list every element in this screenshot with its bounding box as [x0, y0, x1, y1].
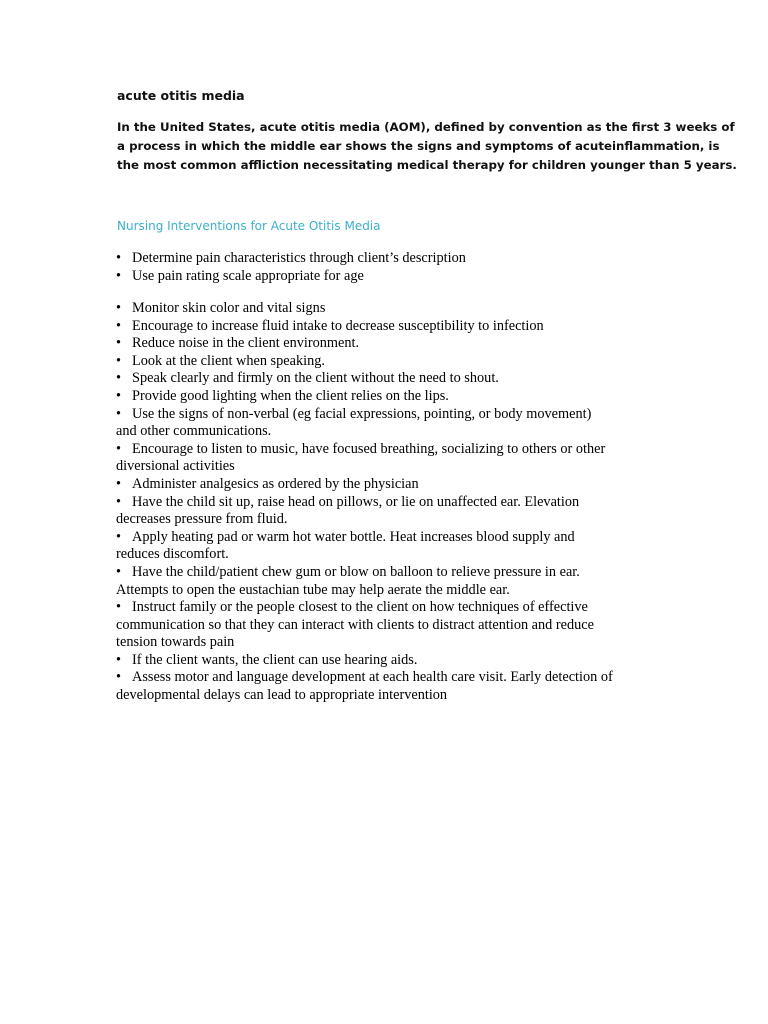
bullet-text: communication so that they can interact with clients to distract attention and reduce [116, 616, 594, 633]
bullet-dot-icon: • [116, 475, 122, 492]
bullet-line [116, 353, 656, 371]
bullet-item [116, 652, 656, 670]
bullet-dot-icon: • [116, 669, 122, 686]
bullet-item [116, 564, 656, 599]
bullet-item [116, 529, 656, 564]
bullet-line [116, 406, 656, 424]
bullet-text: Reduce noise in the client environment. [132, 335, 360, 352]
bullet-text: Have the child sit up, raise head on pillows, or lie on unaffected ear. Elevation [132, 493, 580, 510]
bullet-line [116, 617, 656, 635]
bullet-dot-icon: • [116, 651, 122, 668]
bullet-text: diversional activities [116, 458, 235, 475]
bullet-item [116, 494, 656, 529]
bullet-line [116, 300, 656, 318]
intro-line: the most common affliction necessitating medical therapy for children younger than 5 years. [117, 158, 737, 172]
interventions-list-group-2 [116, 300, 656, 705]
bullet-text: Attempts to open the eustachian tube may help aerate the middle ear. [116, 581, 510, 598]
bullet-item [116, 599, 656, 652]
bullet-line [116, 370, 656, 388]
bullet-text: decreases pressure from fluid. [116, 511, 288, 528]
bullet-line [116, 634, 656, 652]
bullet-dot-icon: • [116, 300, 122, 316]
bullet-line [116, 494, 656, 512]
bullet-item [116, 318, 656, 336]
bullet-text: If the client wants, the client can use hearing aids. [132, 651, 418, 668]
bullet-text: Determine pain characteristics through client’s description [132, 250, 466, 266]
bullet-line [116, 652, 656, 670]
bullet-dot-icon: • [116, 387, 122, 404]
bullet-dot-icon: • [116, 440, 122, 457]
bullet-line [116, 529, 656, 547]
bullet-dot-icon: • [116, 528, 122, 545]
intro-line: a process in which the middle ear shows the signs and symptoms of acuteinflammation, is [117, 139, 720, 153]
bullet-line [116, 564, 656, 582]
bullet-line [116, 582, 656, 600]
bullet-dot-icon: • [116, 250, 122, 266]
bullet-item [116, 406, 656, 441]
bullet-item [116, 476, 656, 494]
bullet-line [116, 546, 656, 564]
bullet-text: Apply heating pad or warm hot water bottle. Heat increases blood supply and [132, 528, 575, 545]
bullet-text: Use the signs of non-verbal (eg facial expressions, pointing, or body movement) [132, 405, 592, 422]
document-title: acute otitis media [117, 88, 245, 103]
bullet-dot-icon: • [116, 563, 122, 580]
bullet-line [116, 268, 656, 286]
bullet-line [116, 388, 656, 406]
bullet-dot-icon: • [116, 335, 122, 352]
bullet-item [116, 250, 656, 268]
bullet-item [116, 300, 656, 318]
bullet-item [116, 370, 656, 388]
bullet-dot-icon: • [116, 405, 122, 422]
bullet-text: Monitor skin color and vital signs [132, 300, 326, 316]
bullet-line [116, 599, 656, 617]
bullet-line [116, 441, 656, 459]
bullet-item [116, 388, 656, 406]
bullet-text: and other communications. [116, 423, 272, 440]
bullet-dot-icon: • [116, 267, 122, 284]
bullet-dot-icon: • [116, 352, 122, 369]
bullet-line [116, 250, 656, 268]
bullet-dot-icon: • [116, 370, 122, 387]
intro-paragraph [117, 118, 737, 175]
bullet-text: Use pain rating scale appropriate for age [132, 267, 364, 284]
bullet-line [116, 458, 656, 476]
bullet-line [116, 511, 656, 529]
bullet-line [116, 687, 656, 705]
bullet-item [116, 441, 656, 476]
bullet-line [116, 318, 656, 336]
bullet-line [116, 423, 656, 441]
interventions-list-group-1 [116, 250, 656, 285]
section-heading: Nursing Interventions for Acute Otitis Media [117, 219, 381, 233]
bullet-text: Assess motor and language development at each health care visit. Early detection of [132, 669, 613, 686]
intro-line: In the United States, acute otitis media (AOM), defined by convention as the first 3 weeks of [117, 120, 735, 134]
bullet-text: tension towards pain [116, 634, 235, 651]
bullet-text: Look at the client when speaking. [132, 352, 325, 369]
bullet-item [116, 335, 656, 353]
bullet-text: Instruct family or the people closest to the client on how techniques of effective [132, 599, 588, 616]
bullet-text: Provide good lighting when the client relies on the lips. [132, 387, 449, 404]
bullet-text: reduces discomfort. [116, 546, 229, 563]
bullet-text: Have the child/patient chew gum or blow on balloon to relieve pressure in ear. [132, 563, 580, 580]
bullet-item [116, 669, 656, 704]
bullet-text: Encourage to listen to music, have focused breathing, socializing to others or other [132, 440, 606, 457]
bullet-text: developmental delays can lead to appropriate intervention [116, 687, 448, 704]
bullet-item [116, 268, 656, 286]
bullet-item [116, 353, 656, 371]
bullet-line [116, 669, 656, 687]
bullet-dot-icon: • [116, 317, 122, 334]
bullet-line [116, 335, 656, 353]
bullet-dot-icon: • [116, 493, 122, 510]
bullet-text: Encourage to increase fluid intake to decrease susceptibility to infection [132, 317, 544, 334]
bullet-text: Speak clearly and firmly on the client without the need to shout. [132, 370, 499, 387]
bullet-line [116, 476, 656, 494]
bullet-dot-icon: • [116, 599, 122, 616]
bullet-text: Administer analgesics as ordered by the physician [132, 475, 419, 492]
